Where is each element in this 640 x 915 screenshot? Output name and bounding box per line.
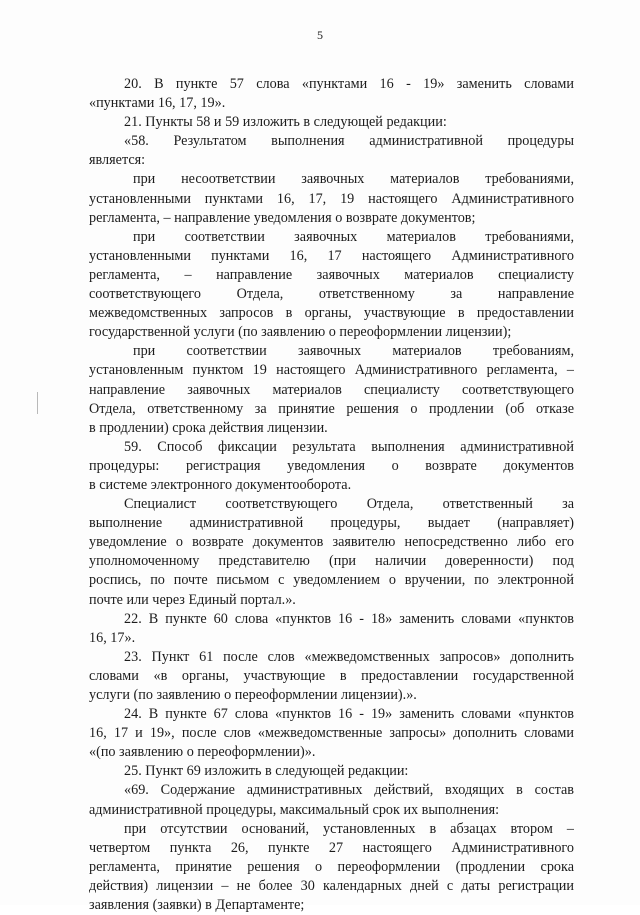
text-line: регламента, – направление уведомления о возврате документов; [89, 209, 476, 226]
text-line: уведомление о возврате документов заявителю непосредственно либо его [89, 534, 574, 551]
text-line: Отдела, ответственному за принятие решения о продлении (об отказе [89, 400, 574, 417]
text-line: при отсутствии оснований, установленных в абзацах втором – [124, 820, 574, 837]
text-line: действия) лицензии – не более 30 календарных дней с даты регистрации [89, 877, 574, 894]
text-line: 16, 17». [89, 629, 136, 646]
document-body [89, 75, 574, 915]
text-line: выполнение административной процедуры, выдает (направляет) [89, 515, 574, 532]
text-line: при соответствии заявочных материалов требованиям, [133, 343, 574, 360]
text-line: установленными пунктами 16, 17, 19 настоящего Административного [89, 190, 574, 207]
text-line: государственной услуги (по заявлению о переоформлении лицензии); [89, 324, 512, 341]
text-line: 59. Способ фиксации результата выполнения административной [124, 438, 574, 455]
text-line: соответствующего Отдела, ответственному за направление [89, 286, 574, 303]
text-line: почте или через Единый портал.». [89, 591, 296, 608]
text-line: 20. В пункте 57 слова «пунктами 16 - 19» заменить словами [124, 76, 574, 92]
text-line: установленными пунктами 16, 17 настоящего Административного [89, 247, 574, 264]
text-line: «(по заявлению о переоформлении)». [89, 744, 316, 761]
text-line: при несоответствии заявочных материалов требованиями, [133, 171, 574, 188]
text-line: в системе электронного документооборота. [89, 476, 352, 493]
text-line: 21. Пункты 58 и 59 изложить в следующей редакции: [124, 114, 447, 131]
text-line: в продлении) срока действия лицензии. [89, 419, 328, 436]
text-line: 23. Пункт 61 после слов «межведомственных запросов» дополнить [124, 648, 574, 665]
text-line: «пунктами 16, 17, 19». [89, 95, 226, 112]
text-line: направление заявочных материалов специалисту соответствующего [89, 381, 574, 398]
text-line: установленным пунктом 19 настоящего Административного регламента, – [89, 362, 574, 379]
text-line: межведомственных запросов в органы, участвующие в предоставлении [89, 305, 574, 322]
text-line: четвертом пункта 26, пункте 27 настоящего Административного [89, 839, 574, 856]
text-line: 25. Пункт 69 изложить в следующей редакции: [124, 763, 409, 780]
text-line: 24. В пункте 67 слова «пунктов 16 - 19» заменить словами «пунктов [124, 706, 574, 723]
text-line: регламента, принятие решения о переоформлении (продлении срока [89, 858, 574, 875]
text-line: процедуры: регистрация уведомления о возврате документов [89, 457, 574, 474]
text-line: регламента, – направление заявочных материалов специалисту [89, 266, 574, 283]
margin-mark [37, 392, 38, 414]
text-line: административной процедуры, максимальный срок их выполнения: [89, 801, 500, 818]
text-line: при соответствии заявочных материалов требованиями, [133, 228, 574, 245]
text-line: является: [89, 152, 146, 169]
text-line: уполномоченному представителю (при наличии доверенности) под [89, 553, 574, 570]
text-line: услуги (по заявлению о переоформлении лицензии).». [89, 687, 417, 703]
text-line: роспись, по почте письмом с уведомлением о вручении, по электронной [89, 572, 574, 589]
page-number: 5 [317, 28, 323, 42]
text-line: 16, 17 и 19», после слов «межведомственные запросы» дополнить словами [89, 725, 574, 742]
text-line: заявления (заявки) в Департаменте; [89, 897, 305, 914]
text-line: «69. Содержание административных действий, входящих в состав [124, 782, 574, 799]
text-line: Специалист соответствующего Отдела, ответственный за [124, 496, 574, 513]
text-line: «58. Результатом выполнения административной процедуры [124, 133, 574, 150]
text-line: словами «в органы, участвующие в предоставлении государственной [89, 667, 574, 684]
text-line: 22. В пункте 60 слова «пунктов 16 - 18» заменить словами «пунктов [124, 610, 574, 627]
